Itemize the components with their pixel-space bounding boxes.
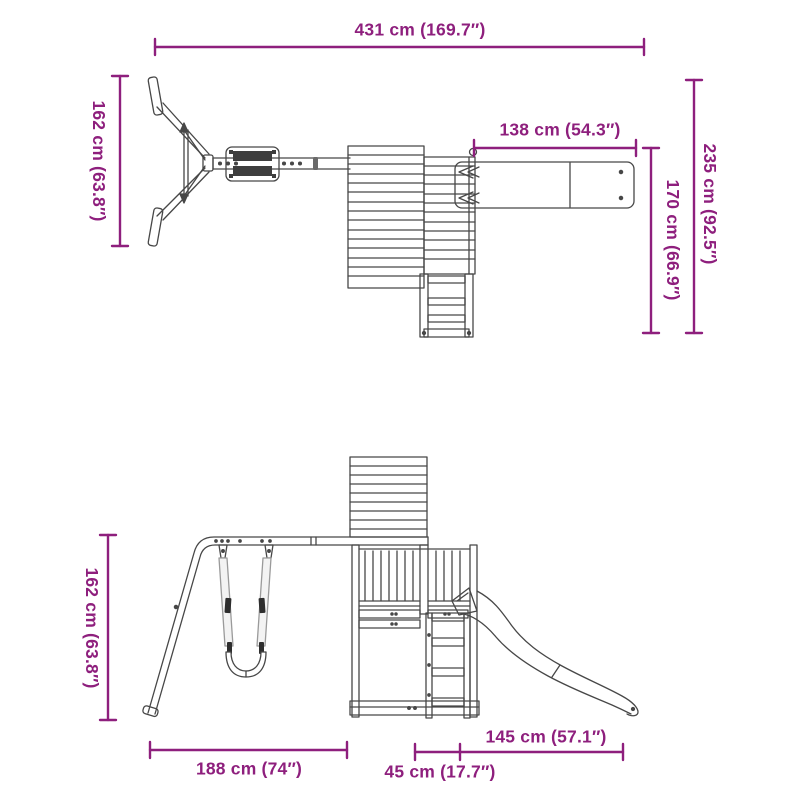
- slide-top-view: [455, 149, 634, 209]
- top-view-drawing: [148, 77, 634, 337]
- dim-ladder-width-label: 45 cm (17.7″): [384, 761, 496, 782]
- swing-frame-front-view: [142, 537, 428, 717]
- platform-top-view: [424, 157, 475, 274]
- dim-overall-depth-label: 235 cm (92.5″): [699, 143, 720, 265]
- roof-top-view: [348, 146, 424, 288]
- front-view-drawing: [142, 457, 638, 718]
- glider-seat-top-view: [226, 147, 279, 181]
- dim-swing-width-label: 188 cm (74″): [195, 758, 303, 779]
- dim-platform-depth-label: 170 cm (66.9″): [662, 179, 683, 301]
- swing-seat-front-view: [219, 545, 273, 677]
- dim-slide-top-label: 138 cm (54.3″): [499, 119, 621, 140]
- dimension-lines-top-view: [112, 39, 702, 333]
- tower-roof-front-view: [350, 457, 427, 537]
- ladder-front-view: [426, 613, 470, 718]
- dim-frame-depth-label: 162 cm (63.8″): [88, 100, 109, 222]
- ladder-top-view: [420, 274, 473, 337]
- swing-frame-top-view: [148, 77, 213, 247]
- slide-front-view: [452, 588, 638, 716]
- dim-slide-front-label: 145 cm (57.1″): [485, 726, 607, 747]
- dim-frame-height-label: 162 cm (63.8″): [81, 567, 102, 689]
- dim-overall-width-label: 431 cm (169.7″): [354, 19, 486, 40]
- tower-front-view: [350, 545, 479, 717]
